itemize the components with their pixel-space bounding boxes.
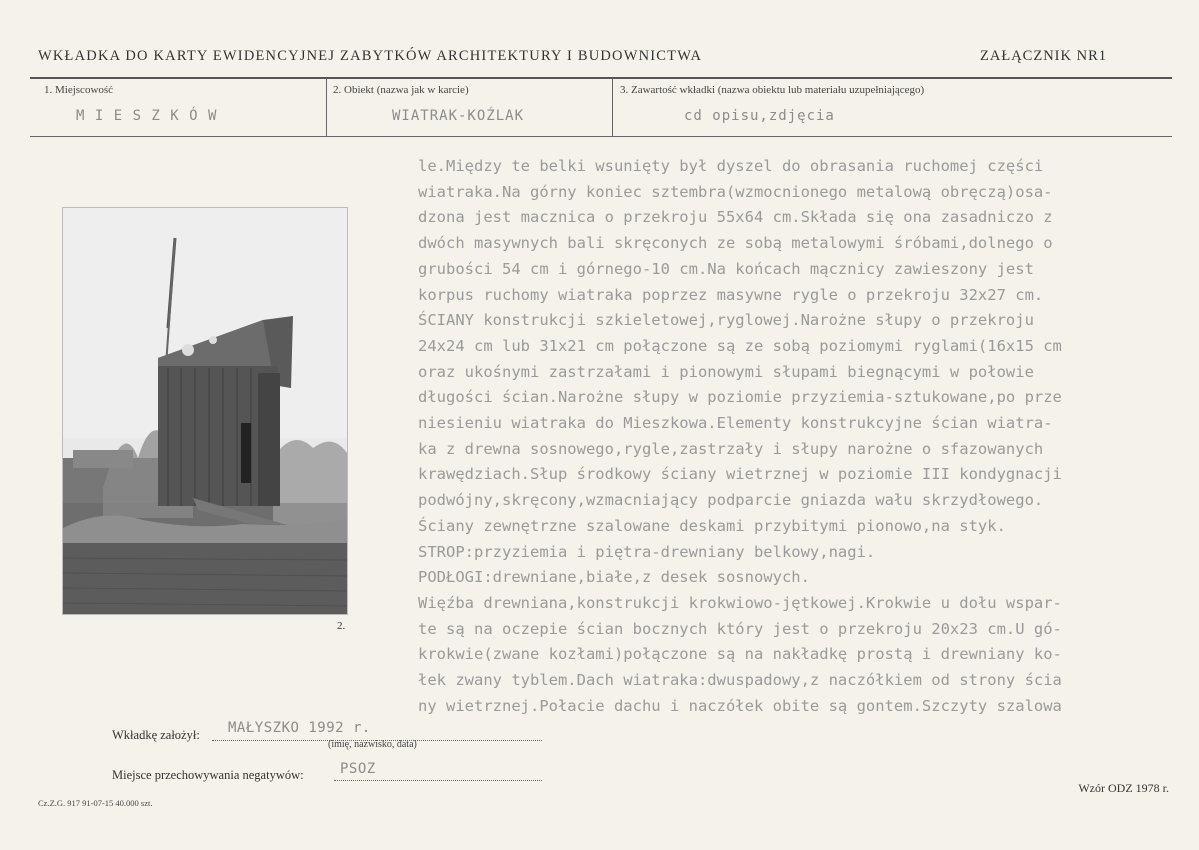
locality-label: 1. Miejscowość — [44, 84, 114, 96]
header-rule-top — [30, 77, 1172, 79]
description-line: te są na oczepie ścian bocznych który jest o przekroju 20x23 cm.U gó- — [418, 619, 1062, 638]
description-line: grubości 54 cm i górnego-10 cm.Na końcach mącznicy zawieszony jest — [418, 259, 1034, 278]
storage-label: Miejsce przechowywania negatywów: — [112, 768, 304, 782]
field-separator-2 — [612, 79, 613, 136]
locality-value: M I E S Z K Ó W — [76, 108, 218, 124]
author-value: MAŁYSZKO 1992 r. — [228, 720, 371, 736]
description-line: niesieniu wiatraka do Mieszkowa.Elementy konstrukcyjne ścian wiatra- — [418, 414, 1053, 433]
description-line: łek zwany tyblem.Dach wiatraka:dwuspadowy,z naczółkiem od strony ścia — [418, 671, 1062, 690]
description-line: STROP:przyziemia i piętra-drewniany belkowy,nagi. — [418, 542, 876, 561]
description-line: korpus ruchomy wiatraka poprzez masywne rygle o przekroju 32x27 cm. — [418, 285, 1044, 304]
photo-number: 2. — [337, 620, 346, 632]
description-line: krawędziach.Słup środkowy ściany wietrznej w poziomie III kondygnacji — [418, 465, 1062, 484]
author-label: Wkładkę założył: — [112, 728, 200, 742]
form-model: Wzór ODZ 1978 r. — [1078, 781, 1169, 795]
description-line: 24x24 cm lub 31x21 cm połączone są ze sobą poziomymi ryglami(16x15 cm — [418, 336, 1062, 355]
form-title: WKŁADKA DO KARTY EWIDENCYJNEJ ZABYTKÓW ARCHITEKTURY I BUDOWNICTWA — [38, 48, 703, 64]
description-line: Ściany zewnętrzne szalowane deskami przybitymi pionowo,na styk. — [418, 516, 1006, 535]
description-line: dwóch masywnych bali skręconych ze sobą metalowymi śróbami,dolnego o — [418, 234, 1053, 253]
windmill-photo — [62, 207, 348, 615]
contents-value: cd opisu,zdjęcia — [684, 108, 835, 124]
storage-dotted-line — [334, 780, 542, 781]
description-line: le.Między te belki wsunięty był dyszel do obrasania ruchomej części — [418, 157, 1044, 175]
print-code: Cz.Z.G. 917 91-07-15 40.000 szt. — [38, 798, 153, 808]
description-line: ka z drewna sosnowego,rygle,zastrzały i słupy narożne o sfazowanych — [418, 439, 1044, 458]
description-text — [418, 154, 1138, 719]
description-line: oraz ukośnymi zastrzałami i pionowymi słupami biegnącymi w połowie — [418, 362, 1034, 381]
contents-label: 3. Zawartość wkładki (nazwa obiektu lub materiału uzupełniającego) — [620, 84, 925, 96]
description-line: krokwie(zwane kozłami)połączone są na nakładkę prostą i drewniany ko- — [418, 645, 1062, 664]
description-line: wiatraka.Na górny koniec sztembra(wzmocnionego metalową obręczą)osa- — [418, 182, 1053, 201]
field-separator-1 — [326, 79, 327, 136]
annex-number: ZAŁĄCZNIK NR1 — [980, 48, 1107, 64]
description-line: dzona jest macznica o przekroju 55x64 cm.Składa się ona zasadniczo z — [418, 208, 1053, 227]
description-line: PODŁOGI:drewniane,białe,z desek sosnowych. — [418, 568, 810, 587]
description-line: długości ścian.Narożne słupy w poziomie przyziemia-sztukowane,po prze — [418, 388, 1062, 407]
object-value: WIATRAK-KOŹLAK — [392, 108, 525, 124]
object-label: 2. Obiekt (nazwa jak w karcie) — [333, 84, 469, 96]
author-hint: (imię, nazwisko, data) — [328, 739, 417, 750]
description-line: Więźba drewniana,konstrukcji krokwiowo-jętkowej.Krokwie u dołu wspar- — [418, 593, 1062, 612]
header-rule-bottom — [30, 136, 1172, 137]
description-line: podwójny,skręcony,wzmacniający podparcie gniazda wału skrzydłowego. — [418, 491, 1044, 510]
storage-value: PSOZ — [340, 761, 376, 777]
description-line: ŚCIANY konstrukcji szkieletowej,ryglowej.Narożne słupy o przekroju — [418, 311, 1034, 330]
description-line: ny wietrznej.Połacie dachu i naczółek obite są gontem.Szczyty szalowa — [418, 696, 1062, 715]
